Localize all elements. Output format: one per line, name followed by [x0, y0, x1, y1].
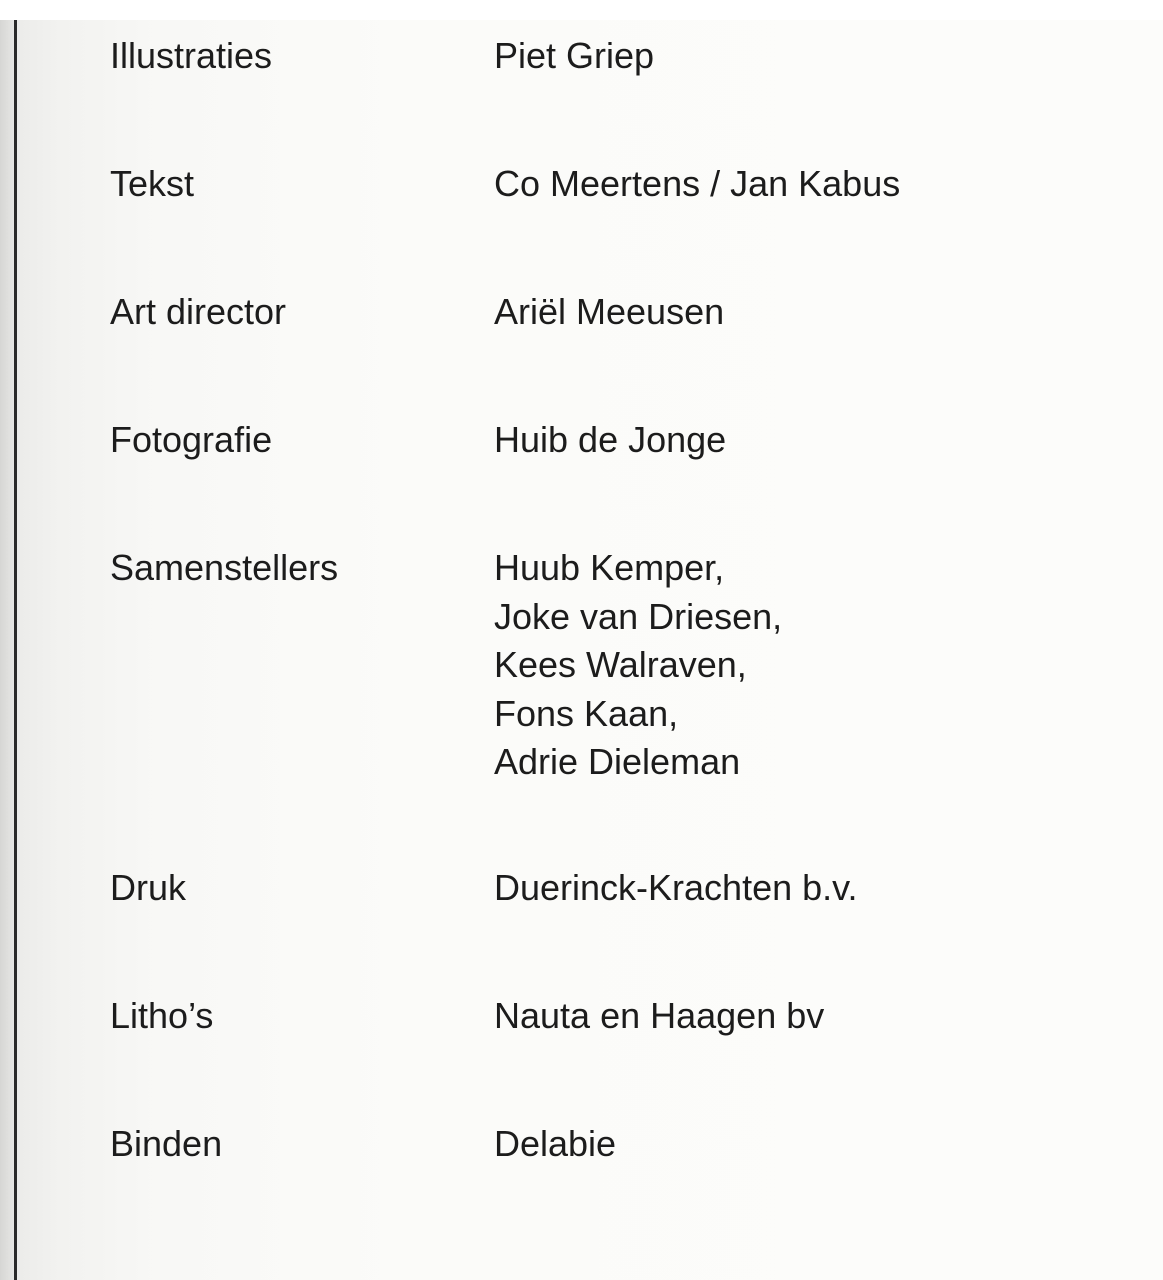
credit-name: Duerinck-Krachten b.v.: [494, 867, 858, 908]
credit-name: Ariël Meeusen: [494, 291, 725, 332]
credit-name: Adrie Dieleman: [494, 741, 741, 782]
binding-shadow: [0, 20, 14, 1280]
credit-names: [494, 864, 857, 913]
credit-names: [494, 992, 824, 1041]
credit-name: Nauta en Haagen bv: [494, 995, 825, 1036]
credit-name: Huub Kemper,: [494, 547, 725, 588]
credit-name: Co Meertens / Jan Kabus: [494, 163, 901, 204]
credit-name: Piet Griep: [494, 35, 655, 76]
credit-role: Art director: [110, 291, 287, 332]
credit-name: Huib de Jonge: [494, 419, 727, 460]
credit-names: [494, 1120, 616, 1169]
credit-names: [494, 32, 654, 81]
credit-role: Druk: [110, 867, 187, 908]
binding-line: [14, 20, 17, 1280]
credit-role: Illustraties: [110, 35, 273, 76]
credit-name: Fons Kaan,: [494, 692, 679, 734]
credit-name: Delabie: [494, 1123, 617, 1164]
credit-names: [494, 416, 726, 465]
credit-role: Samenstellers: [110, 547, 339, 588]
credit-name: Joke van Driesen,: [494, 595, 783, 637]
credit-role: Tekst: [110, 163, 195, 204]
credit-name: Kees Walraven,: [494, 644, 747, 685]
credit-names: [494, 160, 900, 209]
credit-names: [494, 544, 782, 787]
credit-names: [494, 288, 724, 337]
credit-role: Litho’s: [110, 995, 214, 1036]
page-top-edge: [0, 0, 1163, 20]
credit-role: Fotografie: [110, 419, 273, 460]
credit-role: Binden: [110, 1123, 223, 1164]
